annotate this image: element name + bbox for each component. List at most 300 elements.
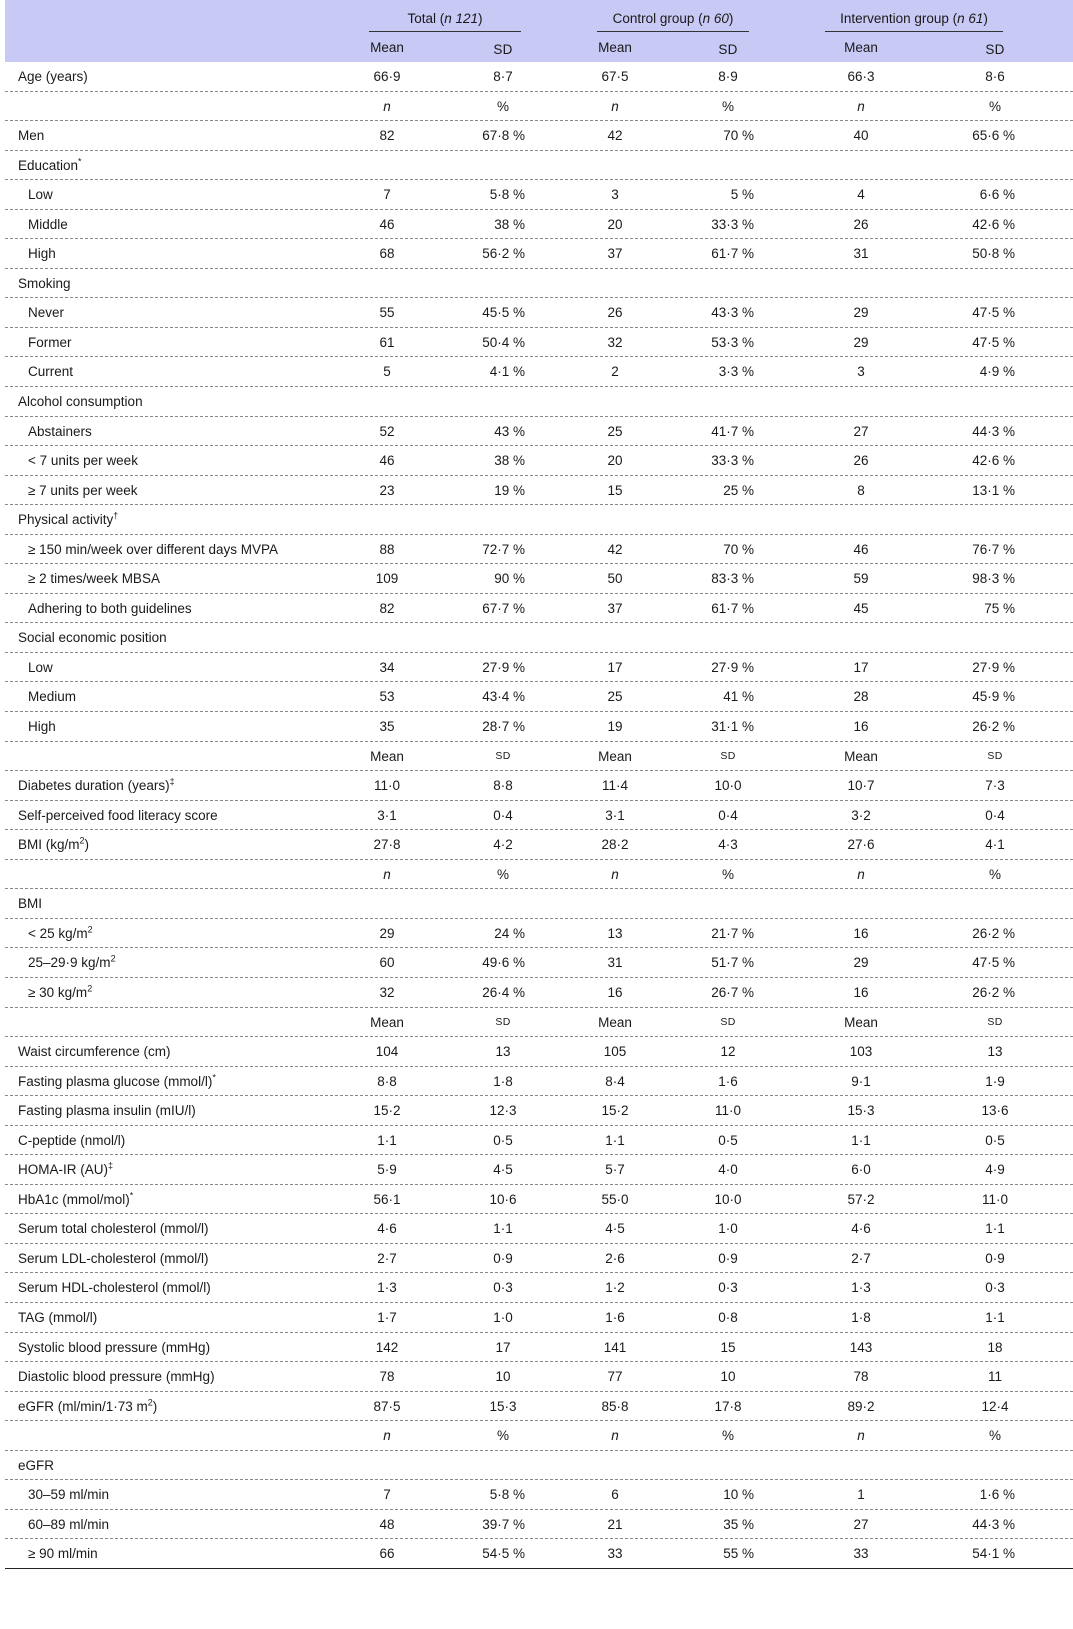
table-cell: 26 [853, 453, 869, 469]
table-cell: 19 % [494, 482, 525, 498]
table-cell: 89·2 [847, 1398, 875, 1414]
table-cell: 3 [857, 364, 865, 380]
row-label [18, 1333, 210, 1362]
table-cell: 4·6 [377, 1221, 397, 1237]
table-cell: 88 [379, 541, 395, 557]
table-cell: 15·3 [489, 1398, 517, 1414]
table-cell: 7·3 [985, 778, 1005, 794]
row-label [28, 948, 116, 977]
row-label-text: 25–29·9 kg/m [28, 955, 111, 971]
row-label [18, 1214, 209, 1243]
table-cell: 26·4 % [482, 984, 525, 1000]
table-row [5, 1421, 1073, 1451]
table-cell: 66 [379, 1546, 395, 1562]
row-label [18, 269, 71, 298]
table-cell: 29 [853, 955, 869, 971]
table-cell: 24 % [494, 925, 525, 941]
table-cell: 61·7 % [711, 246, 754, 262]
table-row [5, 62, 1073, 92]
table-cell: 20 [607, 453, 623, 469]
table-cell: 78 [379, 1369, 395, 1385]
row-label-text: ≥ 150 min/week over different days MVPA [28, 541, 279, 557]
table-cell: 4·3 [718, 837, 738, 853]
row-label-text: ≥ 30 kg/m [28, 984, 88, 1000]
row-label [28, 180, 53, 209]
table-cell: 65·6 % [972, 128, 1015, 144]
table-row [5, 978, 1073, 1008]
table-cell: 8·9 [718, 69, 738, 84]
table-row [5, 269, 1073, 299]
table-cell: 31·1 % [711, 719, 754, 735]
row-label [18, 1067, 216, 1096]
row-label-superscript: 2 [79, 835, 85, 846]
row-label [18, 151, 82, 180]
table-cell: 55·0 [601, 1191, 629, 1207]
row-label-text: Diastolic blood pressure (mmHg) [18, 1369, 215, 1385]
table-cell: SD [987, 1015, 1003, 1028]
table-cell: 109 [375, 571, 399, 587]
row-label [28, 978, 92, 1007]
table-cell: 44·3 % [972, 423, 1015, 439]
row-label-superscript: ‡ [108, 1160, 114, 1171]
row-label-text: BMI (kg/m [18, 837, 80, 853]
table-cell: 26·2 % [972, 925, 1015, 941]
table-cell: 103 [849, 1044, 873, 1060]
row-label [18, 771, 175, 800]
table-cell: 27·9 % [972, 659, 1015, 675]
table-cell: 56·1 [373, 1191, 401, 1207]
table-row [5, 653, 1073, 683]
table-cell: 1·6 [718, 1073, 738, 1089]
table-row [5, 1392, 1073, 1422]
table-cell: 4·5 [605, 1221, 625, 1237]
table-row [5, 623, 1073, 653]
row-label [28, 476, 137, 505]
table-cell: 4·5 [493, 1162, 513, 1178]
row-label [18, 1126, 125, 1155]
table-cell: % [721, 1428, 735, 1444]
table-row [5, 121, 1073, 151]
table-cell: 29 [853, 305, 869, 321]
table-cell: 3·2 [851, 807, 871, 823]
table-cell: 1·0 [718, 1221, 738, 1237]
table-cell: 72·7 % [482, 541, 525, 557]
row-label [28, 446, 138, 475]
table-cell: 66·9 [373, 69, 401, 84]
table-cell: 44·3 % [972, 1516, 1015, 1532]
table-cell: 7 [383, 187, 391, 203]
table-cell: 12 [720, 1044, 736, 1060]
table-cell: 104 [375, 1044, 399, 1060]
table-cell: 8·8 [377, 1073, 397, 1089]
row-label [18, 1392, 157, 1421]
table-cell: % [496, 1428, 510, 1444]
table-cell: 18 [987, 1339, 1003, 1355]
row-label-superscript: 2 [147, 1397, 153, 1408]
table-cell: 50·8 % [972, 246, 1015, 262]
table-cell: 0·4 [985, 807, 1005, 823]
row-label [18, 1185, 133, 1214]
table-cell: Mean [370, 1014, 404, 1030]
table-cell: 28 [853, 689, 869, 705]
table-cell: % [988, 866, 1002, 882]
table-cell: 5·9 [377, 1162, 397, 1178]
table-cell: 3 [611, 187, 619, 203]
table-row [5, 712, 1073, 742]
row-label [18, 1037, 171, 1066]
row-label-text: Men [18, 128, 45, 144]
table-cell: 67·8 % [482, 128, 525, 144]
table-cell: 142 [375, 1339, 399, 1355]
table-row [5, 1096, 1073, 1126]
table-cell: 27 [853, 1516, 869, 1532]
table-cell: 67·7 % [482, 600, 525, 616]
table-cell: 26·7 % [711, 984, 754, 1000]
table-body [5, 62, 1073, 1569]
table-cell: 42·6 % [972, 453, 1015, 469]
table-cell: n [857, 866, 865, 882]
row-label [28, 653, 53, 682]
table-cell: 35 [379, 719, 395, 735]
row-label-text: Serum total cholesterol (mmol/l) [18, 1221, 209, 1237]
table-cell: 6 [611, 1487, 619, 1503]
table-cell: 6·6 % [979, 187, 1015, 203]
row-label [18, 1155, 113, 1184]
table-cell: 1 [857, 1487, 865, 1503]
table-cell: 55 [379, 305, 395, 321]
table-cell: 0·5 [493, 1132, 513, 1148]
table-cell: 19 [607, 719, 623, 735]
table-cell: 35 % [723, 1516, 754, 1532]
table-cell: 1·1 [851, 1132, 871, 1148]
table-cell: 25 [607, 423, 623, 439]
table-cell: % [496, 98, 510, 114]
table-cell: % [988, 1428, 1002, 1444]
table-cell: 5 % [730, 187, 754, 203]
row-label [18, 830, 89, 859]
row-label [28, 1539, 98, 1568]
table-cell: n [383, 98, 391, 114]
table-row [5, 771, 1073, 801]
table-cell: 0·9 [985, 1250, 1005, 1266]
table-cell: 17 [495, 1339, 511, 1355]
column-header-sd: SD [718, 42, 738, 57]
table-cell: 42·6 % [972, 216, 1015, 232]
table-cell: 1·9 [985, 1073, 1005, 1089]
row-label [18, 1273, 211, 1302]
row-label-text: Current [28, 364, 74, 380]
table-cell: 4·0 [718, 1162, 738, 1178]
table-cell: 11·0 [714, 1103, 742, 1119]
row-label [18, 387, 143, 416]
table-cell: 0·3 [718, 1280, 738, 1296]
table-row [5, 476, 1073, 506]
table-cell: 21·7 % [711, 925, 754, 941]
table-cell: 43·4 % [482, 689, 525, 705]
table-cell: 87·5 [373, 1398, 401, 1414]
row-label-text: Adhering to both guidelines [28, 600, 192, 616]
table-cell: 13 [495, 1044, 511, 1060]
table-cell: 0·5 [985, 1132, 1005, 1148]
row-label-text: Waist circumference (cm) [18, 1044, 171, 1060]
table-cell: 10 [720, 1369, 736, 1385]
row-label-superscript: 2 [110, 953, 116, 964]
table-cell: 51·7 % [711, 955, 754, 971]
table-cell: 26 [607, 305, 623, 321]
table-cell: 82 [379, 128, 395, 144]
table-cell: Mean [598, 748, 632, 764]
row-label [28, 594, 192, 623]
row-label-text: Education [18, 157, 79, 173]
table-cell: 13 [607, 925, 623, 941]
row-label-superscript: ‡ [169, 776, 175, 787]
table-cell: 2·7 [377, 1250, 397, 1266]
table-cell: % [721, 866, 735, 882]
table-cell: % [988, 98, 1002, 114]
row-label [18, 62, 88, 91]
table-cell: 48 [379, 1516, 395, 1532]
table-row [5, 889, 1073, 919]
table-row [5, 298, 1073, 328]
row-label [28, 1480, 109, 1509]
row-label [28, 1510, 109, 1539]
table-cell: 15 [720, 1339, 736, 1355]
table-cell: 4·1 % [489, 364, 525, 380]
table-cell: 41·7 % [711, 423, 754, 439]
column-header-sd: SD [493, 42, 513, 57]
row-label-text: Social economic position [18, 630, 167, 646]
row-label-text: HOMA-IR (AU) [18, 1162, 108, 1178]
table-row [5, 830, 1073, 860]
table-cell: 77 [607, 1369, 623, 1385]
table-cell: 53 [379, 689, 395, 705]
row-label-text: Age (years) [18, 69, 88, 84]
table-cell: n [611, 866, 619, 882]
table-row [5, 239, 1073, 269]
row-label-text: ≥ 90 ml/min [28, 1546, 98, 1562]
table-row [5, 446, 1073, 476]
group-n: n 121 [444, 11, 479, 26]
row-label-superscript: * [78, 156, 82, 167]
row-label [28, 564, 160, 593]
row-label-text: C-peptide (nmol/l) [18, 1132, 126, 1148]
table-row [5, 1008, 1073, 1038]
row-label-suffix: ) [84, 837, 90, 853]
table-cell: 0·8 [718, 1309, 738, 1325]
table-cell: 52 [379, 423, 395, 439]
table-row [5, 1067, 1073, 1097]
table-cell: 56·2 % [482, 246, 525, 262]
table-cell: 11 [987, 1369, 1003, 1385]
table-cell: 26·2 % [972, 719, 1015, 735]
table-cell: 8·6 [985, 69, 1005, 84]
table-cell: 70 % [723, 128, 754, 144]
table-cell: 27 [853, 423, 869, 439]
row-label-text: Low [28, 187, 53, 203]
table-cell: 98·3 % [972, 571, 1015, 587]
table-row [5, 1273, 1073, 1303]
table-cell: 7 [383, 1487, 391, 1503]
table-row [5, 1510, 1073, 1540]
table-cell: 1·6 % [979, 1487, 1015, 1503]
table-cell: 49·6 % [482, 955, 525, 971]
table-cell: 17 [853, 659, 869, 675]
row-label [28, 328, 72, 357]
table-cell: 6·0 [851, 1162, 871, 1178]
row-label-text: HbA1c (mmol/mol) [18, 1191, 130, 1207]
table-cell: 10·6 [489, 1191, 517, 1207]
table-cell: 27·9 % [482, 659, 525, 675]
row-label [18, 121, 44, 150]
row-label-text: Systolic blood pressure (mmHg) [18, 1339, 211, 1355]
table-cell: 5·8 % [489, 187, 525, 203]
table-cell: 26·2 % [972, 984, 1015, 1000]
table-cell: n [611, 1428, 619, 1444]
table-cell: 16 [853, 719, 869, 735]
row-label-text: ≥ 7 units per week [28, 482, 138, 498]
table-cell: 8 [857, 482, 865, 498]
table-cell: % [496, 866, 510, 882]
table-cell: 17·8 [714, 1398, 742, 1414]
row-label [18, 1244, 209, 1273]
row-label-text: High [28, 246, 56, 262]
row-label-text: ≥ 2 times/week MBSA [28, 571, 160, 587]
table-cell: 4·6 [851, 1221, 871, 1237]
group-n: n 61 [957, 11, 984, 26]
row-label-text: Abstainers [28, 423, 92, 439]
row-label-text: Serum HDL-cholesterol (mmol/l) [18, 1280, 211, 1296]
table-cell: 67·5 [601, 69, 629, 84]
table-cell: 42 [607, 128, 623, 144]
table-cell: 16 [853, 925, 869, 941]
table-cell: 16 [853, 984, 869, 1000]
table-cell: 54·5 % [482, 1546, 525, 1562]
table-cell: 43·3 % [711, 305, 754, 321]
table-row [5, 1480, 1073, 1510]
table-row [5, 1126, 1073, 1156]
table-cell: 0·9 [493, 1250, 513, 1266]
table-cell: 13 [987, 1044, 1003, 1060]
table-cell: 21 [607, 1516, 623, 1532]
table-row [5, 682, 1073, 712]
table-cell: 50 [607, 571, 623, 587]
table-cell: 11·4 [601, 778, 629, 794]
table-cell: SD [495, 749, 511, 762]
table-cell: 37 [607, 600, 623, 616]
row-label [28, 417, 92, 446]
table-cell: 1·8 [851, 1309, 871, 1325]
table-cell: 59 [853, 571, 869, 587]
column-header-mean: Mean [844, 40, 878, 55]
table-cell: 33·3 % [711, 216, 754, 232]
table-cell: 15·2 [373, 1103, 401, 1119]
table-cell: 31 [853, 246, 869, 262]
table-cell: 31 [607, 955, 623, 971]
table-cell: 0·5 [718, 1132, 738, 1148]
table-cell: 4·2 [493, 837, 513, 853]
table-cell: 5·7 [605, 1162, 625, 1178]
table-cell: n [611, 98, 619, 114]
table-row [5, 505, 1073, 535]
table-cell: 141 [603, 1339, 627, 1355]
table-cell: 1·0 [493, 1309, 513, 1325]
table-row [5, 1214, 1073, 1244]
row-label-text: Self-perceived food literacy score [18, 807, 218, 823]
table-cell: 37 [607, 246, 623, 262]
table-cell: n [383, 866, 391, 882]
table-cell: 47·5 % [972, 334, 1015, 350]
table-cell: SD [720, 1015, 736, 1028]
row-label-text: High [28, 719, 56, 735]
table-cell: 20 [607, 216, 623, 232]
table-row [5, 948, 1073, 978]
table-cell: 0·3 [493, 1280, 513, 1296]
table-cell: 4·9 % [979, 364, 1015, 380]
row-label [28, 210, 68, 239]
table-row [5, 1185, 1073, 1215]
table-cell: 15 [607, 482, 623, 498]
table-cell: SD [987, 749, 1003, 762]
table-cell: 33 [607, 1546, 623, 1562]
table-row [5, 357, 1073, 387]
table-row [5, 1244, 1073, 1274]
table-row [5, 535, 1073, 565]
row-label-text: Serum LDL-cholesterol (mmol/l) [18, 1250, 209, 1266]
table-cell: 41 % [723, 689, 754, 705]
table-cell: 39·7 % [482, 1516, 525, 1532]
table-cell: 0·9 [718, 1250, 738, 1266]
column-header-mean: Mean [598, 40, 632, 55]
table-cell: 2·6 [605, 1250, 625, 1266]
table-cell: 38 % [494, 453, 525, 469]
table-cell: 1·3 [377, 1280, 397, 1296]
table-cell: 38 % [494, 216, 525, 232]
row-label-text: < 7 units per week [28, 453, 138, 469]
table-cell: 16 [607, 984, 623, 1000]
table-cell: 8·8 [493, 778, 513, 794]
table-cell: 1·1 [493, 1221, 513, 1237]
table-cell: 50·4 % [482, 334, 525, 350]
table-cell: 11·0 [981, 1191, 1009, 1207]
row-label-text: Physical activity [18, 512, 114, 528]
table-cell: 3·1 [605, 807, 625, 823]
table-cell: 25 [607, 689, 623, 705]
table-cell: 40 [853, 128, 869, 144]
row-label [28, 712, 56, 741]
table-cell: 90 % [494, 571, 525, 587]
table-cell: 105 [603, 1044, 627, 1060]
table-cell: Mean [598, 1014, 632, 1030]
table-cell: 29 [853, 334, 869, 350]
table-cell: 13·6 [981, 1103, 1009, 1119]
table-cell: Mean [370, 748, 404, 764]
row-label-superscript: * [212, 1072, 216, 1083]
table-row [5, 92, 1073, 122]
table-cell: 10·7 [847, 778, 875, 794]
table-cell: 9·1 [851, 1073, 871, 1089]
group-header-total: Total (n 121) [369, 9, 521, 32]
group-n: n 60 [702, 11, 729, 26]
table-cell: 28·7 % [482, 719, 525, 735]
table-cell: 61 [379, 334, 395, 350]
table-cell: Mean [844, 1014, 878, 1030]
table-cell: 45·5 % [482, 305, 525, 321]
row-label-text: Diabetes duration (years) [18, 778, 170, 794]
table-cell: 46 [379, 216, 395, 232]
table-cell: SD [720, 749, 736, 762]
baseline-characteristics-table [5, 0, 1073, 1569]
table-cell: 2 [611, 364, 619, 380]
